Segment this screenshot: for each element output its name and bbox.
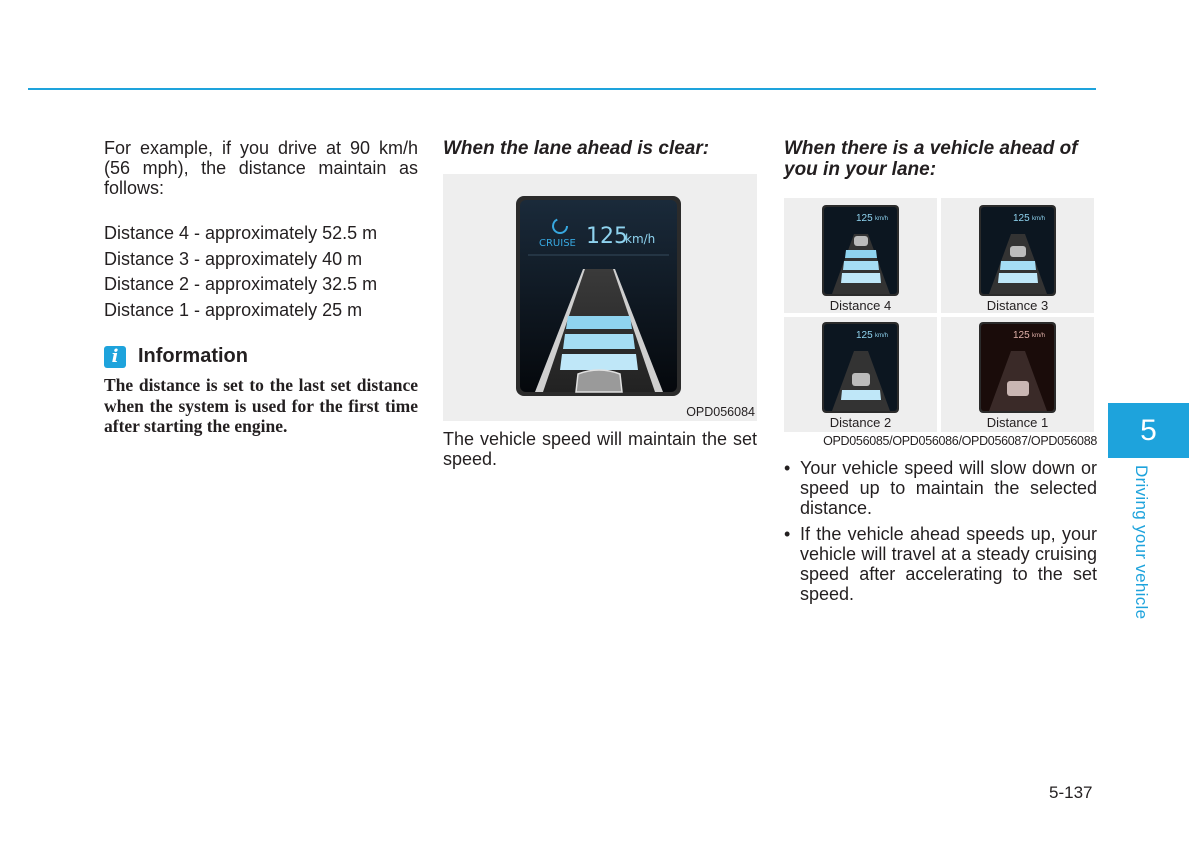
bullet-item: • Your vehicle speed will slow down or speed up to maintain the selected distance.: [784, 458, 1097, 518]
bullet-list: [784, 458, 1097, 610]
chapter-tab: 5: [1108, 403, 1189, 458]
cluster-figure: [443, 174, 757, 421]
intro-text: For example, if you drive at 90 km/h (56 mph), the distance maintain as follows:: [104, 138, 418, 198]
distance-label: Distance 1: [986, 415, 1049, 430]
distance-cell-1: [941, 317, 1094, 432]
distance-item: Distance 3 - approximately 40 m: [104, 248, 363, 269]
distance-cell-3: [941, 198, 1094, 313]
distance-item: Distance 1 - approximately 25 m: [104, 299, 363, 320]
vehicle-ahead-heading: When there is a vehicle ahead of you in your lane:: [784, 138, 1078, 180]
speed-unit: km/h: [625, 232, 656, 246]
info-icon: i: [104, 346, 126, 368]
chapter-title: Driving your vehicle: [1132, 465, 1151, 620]
distance-label: Distance 3: [986, 298, 1049, 313]
information-title: Information: [138, 345, 248, 367]
distance-label: Distance 4: [829, 298, 892, 313]
distance-item: Distance 4 - approximately 52.5 m: [104, 223, 378, 243]
figure-code: OPD056084: [686, 405, 755, 419]
page-number: 5-137: [1049, 783, 1093, 802]
column-1: [104, 138, 418, 437]
mini-speed: 125: [856, 213, 873, 224]
figure-code: OPD056085/OPD056086/OPD056087/OPD056088: [823, 434, 1097, 448]
distance-item: Distance 2 - approximately 32.5 m: [104, 274, 378, 294]
information-body: The distance is set to the last set distance when the system is used for the first time after starting the engine.: [104, 375, 418, 436]
mini-speed: 125: [1013, 213, 1030, 224]
mini-speed: 125: [1013, 330, 1030, 341]
information-heading: [104, 345, 418, 368]
column-2: [443, 138, 757, 469]
distance-list: [104, 221, 418, 323]
set-speed-value: 125: [586, 224, 628, 249]
distance-label: Distance 2: [829, 415, 892, 430]
distance-figure-grid: [784, 198, 1097, 448]
column-3: [784, 138, 1097, 604]
mini-unit: km/h: [875, 333, 889, 339]
mini-unit: km/h: [875, 216, 889, 222]
bullet-item: • If the vehicle ahead speeds up, your vehicle will travel at a steady cruising speed after accelerating to the set speed.: [784, 524, 1097, 604]
distance-cell-2: [784, 317, 937, 432]
lane-clear-heading: When the lane ahead is clear:: [443, 138, 710, 159]
lane-clear-text: The vehicle speed will maintain the set speed.: [443, 429, 757, 469]
mini-speed: 125: [856, 330, 873, 341]
header-rule: [28, 88, 1096, 90]
mini-unit: km/h: [1032, 333, 1046, 339]
cruise-label: CRUISE: [539, 238, 576, 249]
mini-unit: km/h: [1032, 216, 1046, 222]
cluster-display-graphic: [443, 174, 757, 421]
distance-cell-4: [784, 198, 937, 313]
